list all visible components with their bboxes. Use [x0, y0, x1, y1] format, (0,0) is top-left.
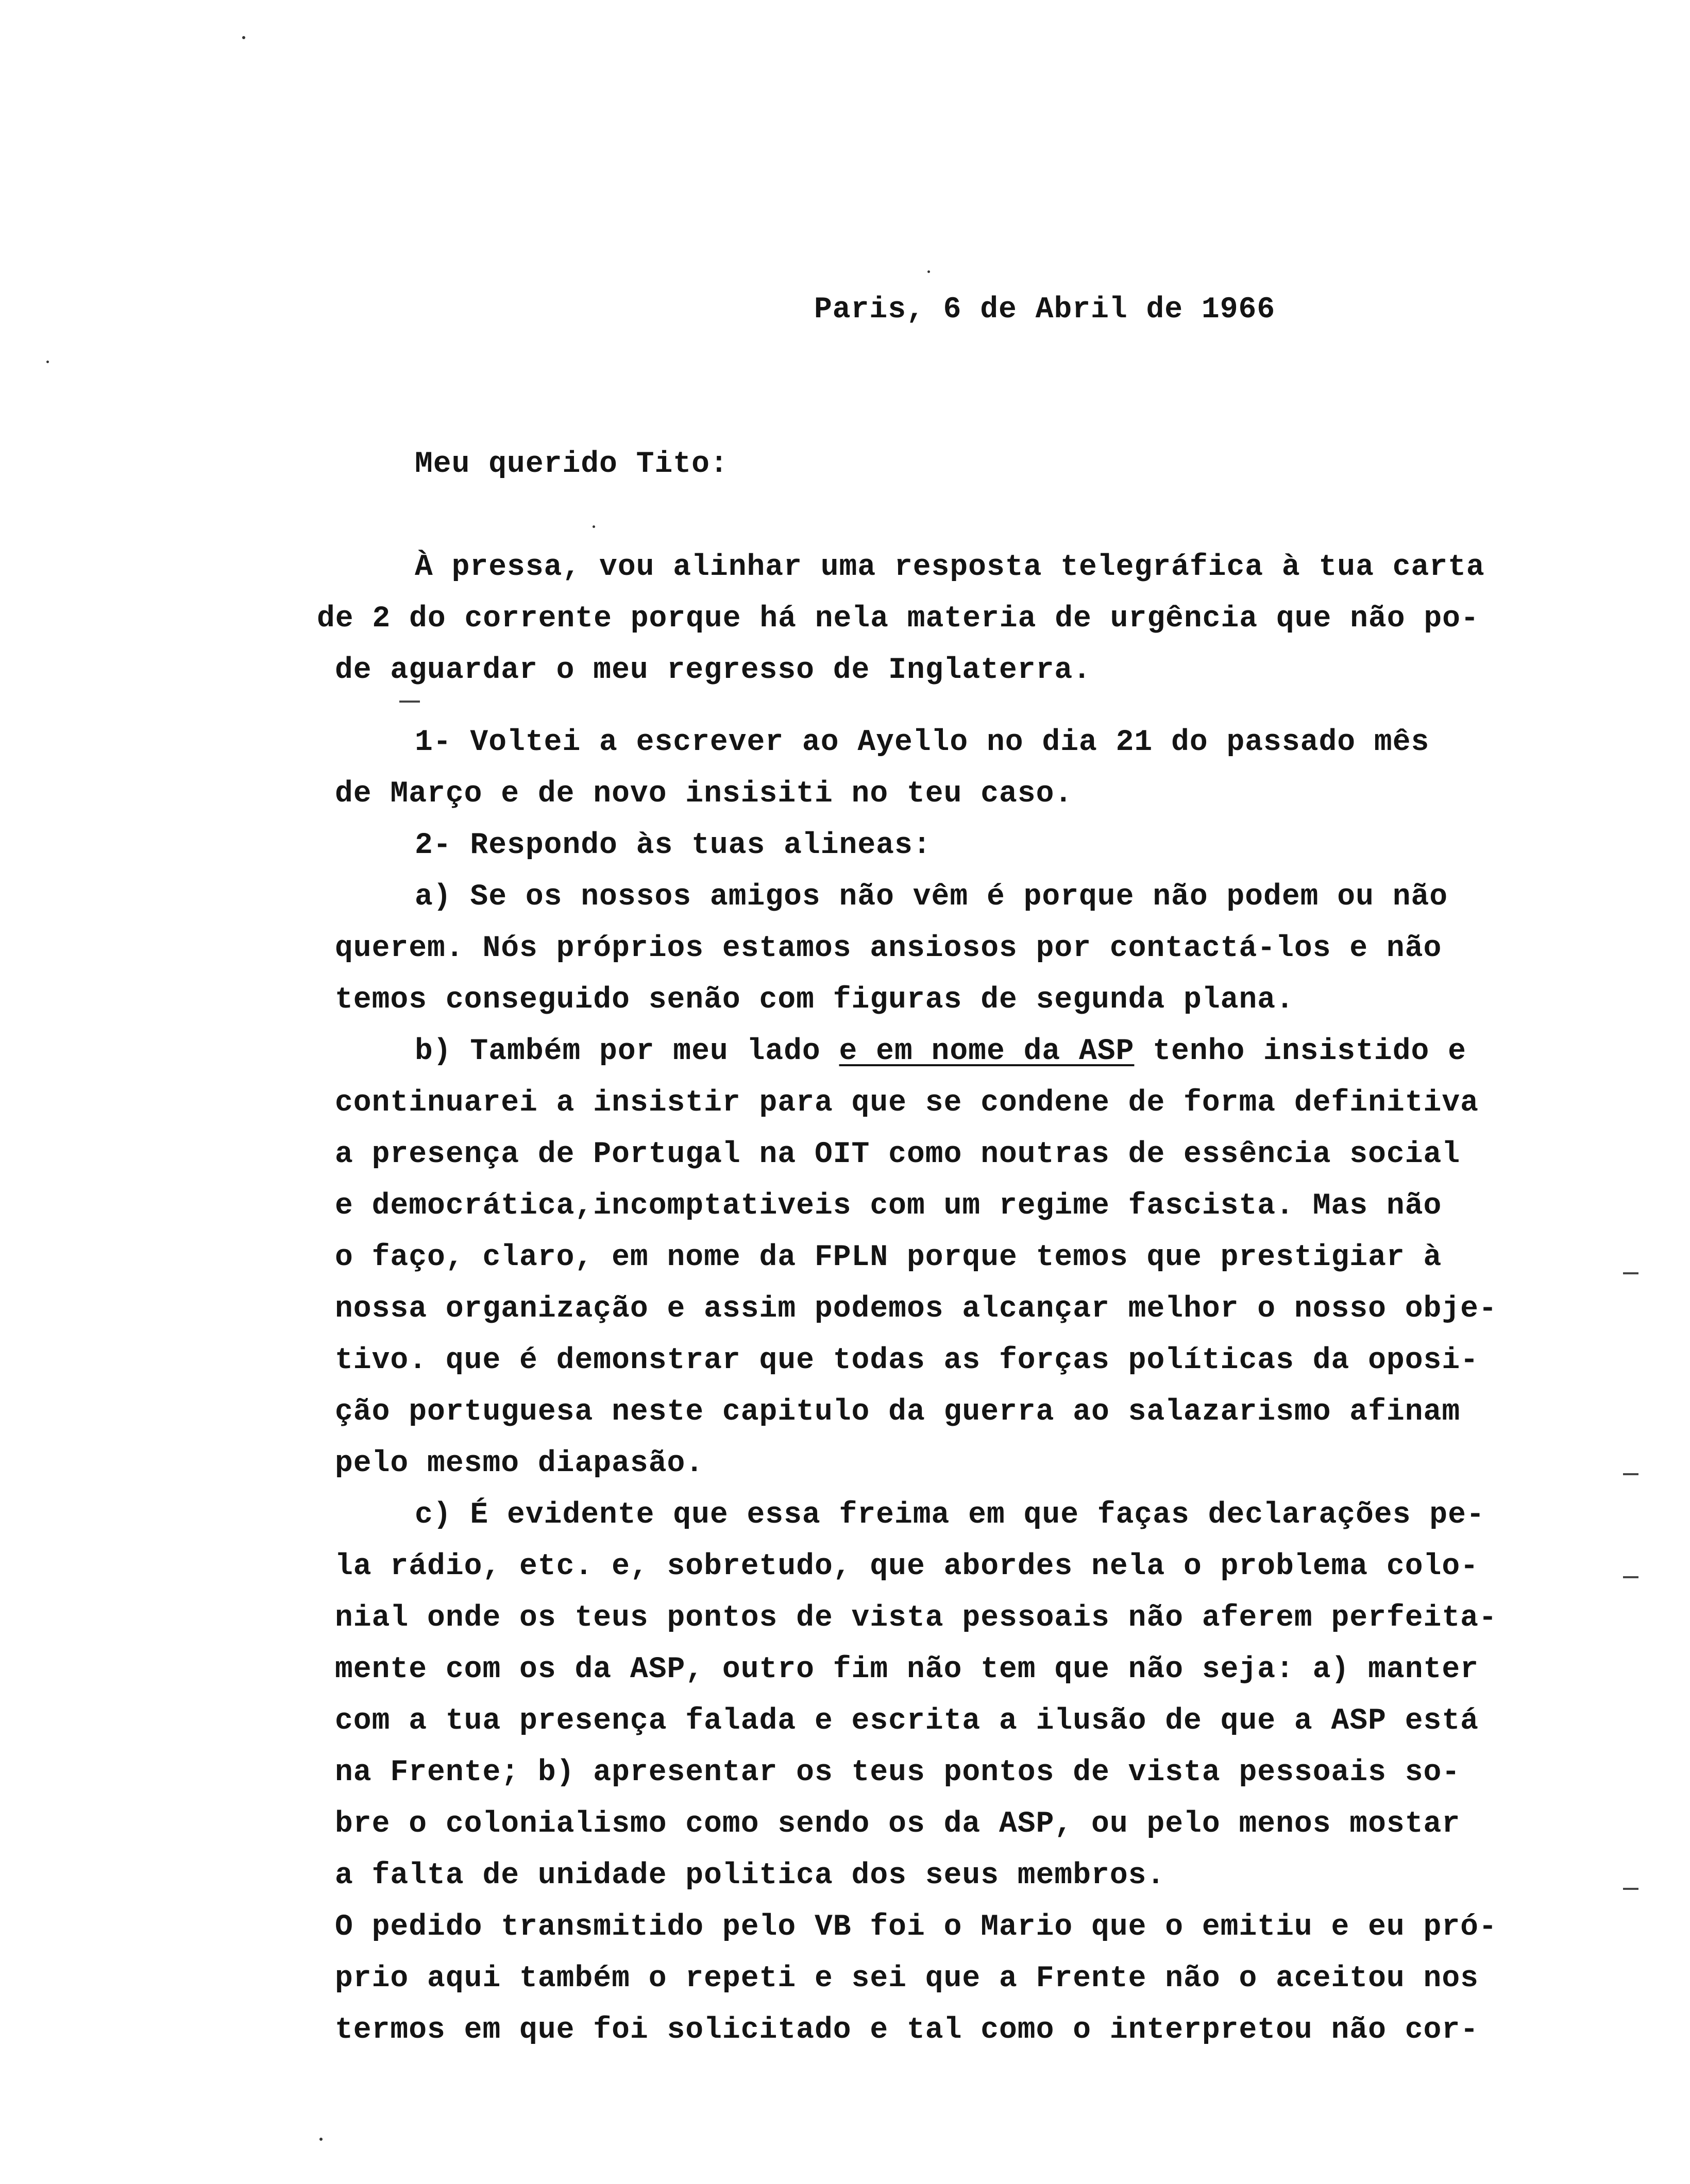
underlined-phrase: e em nome da ASP	[839, 1035, 1135, 1068]
body-line: c) É evidente que essa freima em que faças declarações pe-	[415, 1498, 1485, 1532]
body-line: pelo mesmo diapasão.	[335, 1447, 704, 1480]
body-line: À pressa, vou alinhar uma resposta telegráfica à tua carta	[415, 551, 1485, 584]
body-line: com a tua presença falada e escrita a ilusão de que a ASP está	[335, 1704, 1479, 1738]
body-line: prio aqui também o repeti e sei que a Frente não o aceitou nos	[335, 1962, 1479, 1995]
body-line: la rádio, etc. e, sobretudo, que abordes nela o problema colo-	[335, 1550, 1479, 1583]
letter-date: Paris, 6 de Abril de 1966	[814, 293, 1276, 327]
body-line: temos conseguido senão com figuras de segunda plana.	[335, 983, 1294, 1017]
margin-mark	[1623, 1888, 1638, 1890]
body-line: a presença de Portugal na OIT como noutras de essência social	[335, 1138, 1461, 1171]
body-line: de 2 do corrente porque há nela materia de urgência que não po-	[317, 602, 1479, 636]
salutation: Meu querido Tito:	[415, 448, 729, 481]
body-line: nial onde os teus pontos de vista pessoais não aferem perfeita-	[335, 1601, 1497, 1635]
scan-speck	[242, 36, 245, 39]
body-line: a) Se os nossos amigos não vêm é porque não podem ou não	[415, 880, 1448, 914]
body-line: nossa organização e assim podemos alcançar melhor o nosso obje-	[335, 1292, 1497, 1326]
body-line: tivo. que é demonstrar que todas as forças políticas da oposi-	[335, 1344, 1479, 1377]
body-line: querem. Nós próprios estamos ansiosos por contactá-los e não	[335, 932, 1442, 965]
margin-mark	[1623, 1473, 1638, 1475]
margin-mark	[1623, 1272, 1638, 1274]
body-line: termos em que foi solicitado e tal como o interpretou não cor-	[335, 2014, 1479, 2047]
body-line: o faço, claro, em nome da FPLN porque temos que prestigiar à	[335, 1241, 1442, 1274]
margin-mark	[399, 701, 420, 703]
body-line: e democrática,incomptativeis com um regime fascista. Mas não	[335, 1189, 1442, 1223]
scan-speck	[927, 270, 930, 273]
body-line: mente com os da ASP, outro fim não tem que não seja: a) manter	[335, 1653, 1479, 1686]
scan-speck	[319, 2138, 323, 2141]
scan-speck	[46, 361, 49, 363]
body-line: ção portuguesa neste capitulo da guerra ao salazarismo afinam	[335, 1395, 1461, 1429]
body-line: b) Também por meu lado e em nome da ASP tenho insistido e	[415, 1035, 1466, 1068]
body-line: 1- Voltei a escrever ao Ayello no dia 21 do passado mês	[415, 726, 1430, 759]
body-line: 2- Respondo às tuas alineas:	[415, 829, 932, 862]
margin-mark	[1623, 1576, 1638, 1578]
scan-speck	[593, 525, 595, 528]
body-line: a falta de unidade politica dos seus membros.	[335, 1859, 1165, 1892]
body-line: de Março e de novo insisiti no teu caso.	[335, 777, 1073, 811]
body-line: continuarei a insistir para que se condene de forma definitiva	[335, 1086, 1479, 1120]
body-line: bre o colonialismo como sendo os da ASP, ou pelo menos mostar	[335, 1807, 1461, 1841]
body-line: de aguardar o meu regresso de Inglaterra.	[335, 654, 1092, 687]
body-line: na Frente; b) apresentar os teus pontos de vista pessoais so-	[335, 1756, 1461, 1789]
body-line: O pedido transmitido pelo VB foi o Mario que o emitiu e eu pró-	[335, 1910, 1497, 1944]
